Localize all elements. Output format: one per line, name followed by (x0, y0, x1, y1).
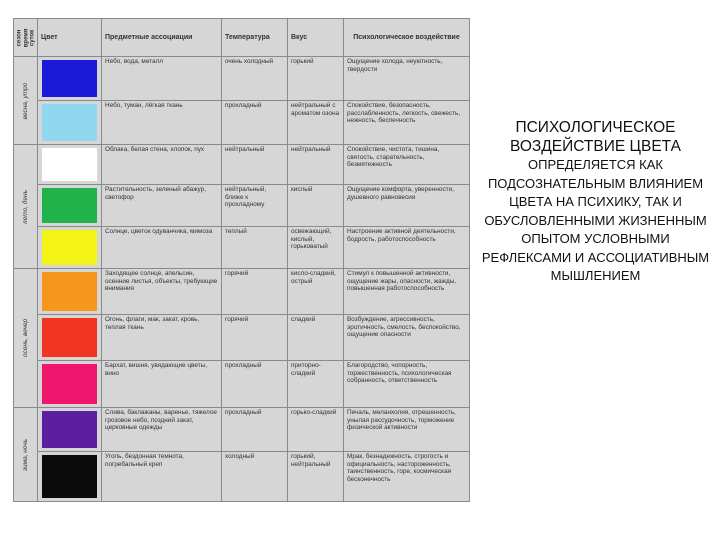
effect-cell: Благородство, чопорность, торжественность, психологическая собранность, ответственность (344, 361, 470, 408)
effect-cell: Спокойствие, безопасность, расслабленность, легкость, свежесть, нежность, беспечность (344, 101, 470, 145)
taste-cell: нейтральный (288, 145, 344, 185)
season-summer: лето, день (14, 145, 38, 269)
taste-cell: приторно-сладкий (288, 361, 344, 408)
slide-body: ОПРЕДЕЛЯЕТСЯ КАК ПОДСОЗНАТЕЛЬНЫМ ВЛИЯНИЕМ ЦВЕТА НА ПСИХИКУ, ТАК И ОБУСЛОВЛЕННЫМИ ЖИЗНЕННЫМ ОПЫТОМ УСЛОВНЫМИ РЕФЛЕКСАМИ И АССОЦИАТИВНЫМ МЫШЛЕНИЕМ (481, 157, 710, 283)
color-swatch (42, 364, 97, 404)
effect-header: Психологическое воздействие (344, 19, 470, 57)
color-header: Цвет (38, 19, 102, 57)
taste-cell: кисло-сладкий, острый (288, 269, 344, 315)
temperature-cell: очень холодный (222, 57, 288, 101)
slide-text-panel (478, 118, 713, 286)
table-row (14, 185, 470, 227)
table-row (14, 361, 470, 408)
taste-cell: горько-сладкий (288, 408, 344, 452)
temperature-cell: нейтральный, ближе к прохладному (222, 185, 288, 227)
color-psychology-table (13, 18, 469, 501)
color-swatch (42, 60, 97, 97)
table-row (14, 101, 470, 145)
associations-cell: Небо, туман, лёгкая ткань (102, 101, 222, 145)
taste-cell: сладкий (288, 315, 344, 361)
taste-cell: горький, нейтральный (288, 452, 344, 502)
table-row (14, 145, 470, 185)
effect-cell: Ощущение комфорта, уверенности, душевного равновесия (344, 185, 470, 227)
effect-cell: Настроение активной деятельности, бодрость, работоспособность (344, 227, 470, 269)
temperature-cell: горячий (222, 269, 288, 315)
table-row (14, 227, 470, 269)
temperature-cell: холодный (222, 452, 288, 502)
effect-cell: Ощущение холода, неуютность, твердости (344, 57, 470, 101)
associations-cell: Бархат, вишня, увядающие цветы, вино (102, 361, 222, 408)
taste-cell: кислый (288, 185, 344, 227)
associations-cell: Слива, баклажаны, варенье, тяжелое грозовое небо, поздний закат, церковные одежды (102, 408, 222, 452)
associations-cell: Растительность, зеленый абажур, светофор (102, 185, 222, 227)
effect-cell: Спокойствие, чистота, тишина, святость, старательность, безмятежность (344, 145, 470, 185)
temperature-cell: нейтральный (222, 145, 288, 185)
associations-cell: Огонь, флаги, мак, закат, кровь, теплая ткань (102, 315, 222, 361)
associations-cell: Солнце, цветок одуванчика, мимоза (102, 227, 222, 269)
table-row (14, 408, 470, 452)
temperature-cell: прохладный (222, 408, 288, 452)
color-swatch (42, 272, 97, 311)
taste-header: Вкус (288, 19, 344, 57)
effect-cell: Печаль, меланхолия, отрешенность, унылая рассудочность, торможение физической активности (344, 408, 470, 452)
effect-cell: Стимул к повышенной активности, ощущение жары, опасности, жажды, повышенная работоспособность (344, 269, 470, 315)
associations-cell: Облака, белая стена, хлопок, пух (102, 145, 222, 185)
slide-heading: ПСИХОЛОГИЧЕСКОЕ ВОЗДЕЙСТВИЕ ЦВЕТА (510, 119, 681, 155)
temperature-cell: прохладный (222, 361, 288, 408)
color-swatch (42, 230, 97, 265)
associations-cell: Небо, вода, металл (102, 57, 222, 101)
table-row (14, 269, 470, 315)
temperature-header: Температура (222, 19, 288, 57)
effect-cell: Возбуждение, агрессивность, эротичность, смелость, беспокойство, ощущение опасности (344, 315, 470, 361)
color-swatch (42, 148, 97, 181)
color-swatch (42, 318, 97, 357)
taste-cell: освежающий, кислый, горьковатый (288, 227, 344, 269)
associations-header: Предметные ассоциации (102, 19, 222, 57)
table-row (14, 452, 470, 502)
color-swatch (42, 104, 97, 141)
table-row (14, 57, 470, 101)
taste-cell: горький (288, 57, 344, 101)
season-header: сезон время суток (14, 19, 38, 57)
temperature-cell: прохладный (222, 101, 288, 145)
season-spring: весна, утро (14, 57, 38, 145)
table-row (14, 315, 470, 361)
associations-cell: Заходящее солнце, апельсин, осенние листья, объекты, требующие внимания (102, 269, 222, 315)
season-winter: зима, ночь (14, 408, 38, 502)
color-swatch (42, 455, 97, 498)
associations-cell: Уголь, бездонная темнота, погребальный креп (102, 452, 222, 502)
season-autumn: осень, вечер (14, 269, 38, 408)
temperature-cell: горячий (222, 315, 288, 361)
effect-cell: Мрак, безнадежность, строгость и официальность, настороженность, таинственность, горе, космическая бесконечность (344, 452, 470, 502)
temperature-cell: теплый (222, 227, 288, 269)
taste-cell: нейтральный с ароматом озона (288, 101, 344, 145)
color-swatch (42, 411, 97, 448)
color-swatch (42, 188, 97, 223)
